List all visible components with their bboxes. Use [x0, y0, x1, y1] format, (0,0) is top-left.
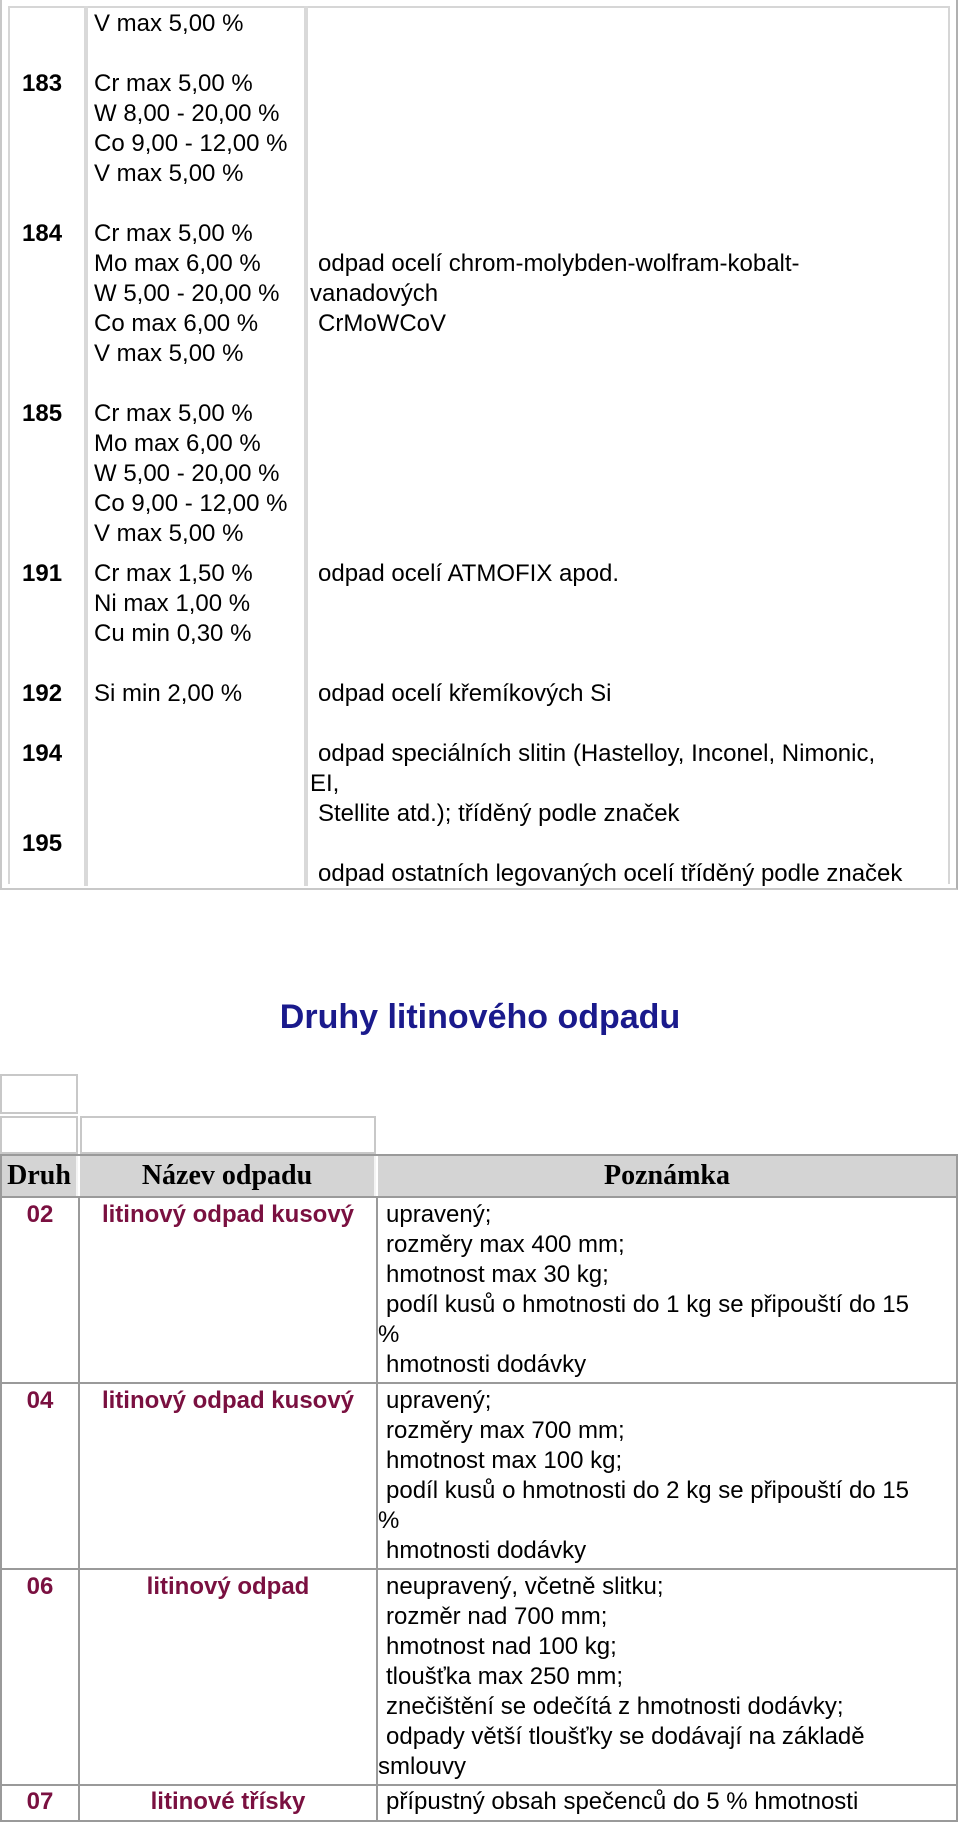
note-line: upravený; [386, 1387, 492, 1414]
druh-code: 04 [26, 1387, 54, 1414]
composition-line: Co 9,00 - 12,00 % [94, 130, 288, 157]
description-line: odpad speciálních slitin (Hastelloy, Inconel, Nimonic, [318, 740, 876, 767]
composition-line: Cu min 0,30 % [94, 620, 252, 647]
composition-line: Cr max 5,00 % [94, 220, 253, 247]
note-cell [378, 1386, 956, 1566]
empty-cell [0, 1116, 78, 1154]
row-divider [2, 1196, 956, 1198]
row-number: 194 [22, 740, 63, 767]
section-title: Druhy litinového odpadu [279, 998, 681, 1036]
row-number: 183 [22, 70, 63, 97]
row-number: 192 [22, 680, 63, 707]
waste-name: litinový odpad kusový [101, 1201, 355, 1228]
composition-line: Cr max 1,50 % [94, 560, 253, 587]
description-line: Stellite atd.); tříděný podle značek [318, 800, 680, 827]
composition-line: Co 9,00 - 12,00 % [94, 490, 288, 517]
composition-line: Cr max 5,00 % [94, 70, 253, 97]
composition-line: Co max 6,00 % [94, 310, 259, 337]
note-line: podíl kusů o hmotnosti do 1 kg se připouští do 15 [386, 1291, 909, 1318]
empty-cell [80, 1116, 376, 1154]
waste-name: litinový odpad kusový [101, 1387, 355, 1414]
druh-code: 06 [26, 1573, 54, 1600]
empty-cell [0, 1074, 78, 1114]
note-line: hmotnost max 30 kg; [386, 1261, 609, 1288]
note-line: tloušťka max 250 mm; [386, 1663, 624, 1690]
composition-line: V max 5,00 % [94, 520, 244, 547]
note-line: přípustný obsah spečenců do 5 % hmotnosti [386, 1788, 859, 1815]
note-cell [386, 1787, 956, 1817]
row-divider [2, 1382, 956, 1384]
note-line: rozměry max 700 mm; [386, 1417, 625, 1444]
composition-line: V max 5,00 % [94, 10, 244, 37]
row-divider [2, 1784, 956, 1786]
note-line: znečištění se odečítá z hmotnosti dodávky; [386, 1693, 844, 1720]
composition-line: W 5,00 - 20,00 % [94, 460, 280, 487]
note-line: smlouvy [378, 1753, 467, 1780]
description-line: odpad ocelí křemíkových Si [318, 680, 612, 707]
cast-iron-waste-table [0, 1154, 958, 1822]
row-number: 184 [22, 220, 63, 247]
row-number: 195 [22, 830, 63, 857]
description-line: vanadových [310, 280, 439, 307]
composition-line: V max 5,00 % [94, 160, 244, 187]
composition-line: Ni max 1,00 % [94, 590, 251, 617]
note-line: % [378, 1507, 400, 1534]
note-cell [378, 1200, 956, 1380]
description-line: odpad ostatních legovaných ocelí tříděný podle značek [318, 860, 903, 887]
note-line: hmotnosti dodávky [386, 1351, 587, 1378]
waste-name: litinový odpad [146, 1573, 310, 1600]
column-divider [304, 6, 308, 886]
column-divider [78, 1196, 80, 1820]
header-druh: Druh [2, 1156, 78, 1196]
note-line: neupravený, včetně slitku; [386, 1573, 664, 1600]
note-line: podíl kusů o hmotnosti do 2 kg se připouští do 15 [386, 1477, 909, 1504]
row-divider [2, 1568, 956, 1570]
note-line: % [378, 1321, 400, 1348]
composition-line: W 5,00 - 20,00 % [94, 280, 280, 307]
druh-code: 02 [26, 1201, 54, 1228]
note-line: upravený; [386, 1201, 492, 1228]
header-poznamka: Poznámka [378, 1156, 956, 1196]
note-line: hmotnosti dodávky [386, 1537, 587, 1564]
alloy-steel-table [0, 0, 958, 890]
column-divider [84, 6, 88, 886]
note-line: rozměr nad 700 mm; [386, 1603, 608, 1630]
note-cell [378, 1572, 956, 1782]
composition-line: Si min 2,00 % [94, 680, 243, 707]
row-number: 191 [22, 560, 63, 587]
composition-line: Mo max 6,00 % [94, 430, 261, 457]
composition-line: Mo max 6,00 % [94, 250, 261, 277]
note-line: rozměry max 400 mm; [386, 1231, 625, 1258]
description-line: odpad ocelí ATMOFIX apod. [318, 560, 620, 587]
description-line: CrMoWCoV [318, 310, 447, 337]
composition-line: Cr max 5,00 % [94, 400, 253, 427]
header-nazev: Název odpadu [80, 1156, 376, 1196]
description-line: odpad ocelí chrom-molybden-wolfram-kobalt- [318, 250, 800, 277]
description-line: EI, [310, 770, 340, 797]
note-line: hmotnost nad 100 kg; [386, 1633, 617, 1660]
note-line: odpady větší tloušťky se dodávají na základě [386, 1723, 865, 1750]
druh-code: 07 [26, 1788, 54, 1815]
composition-line: W 8,00 - 20,00 % [94, 100, 280, 127]
composition-line: V max 5,00 % [94, 340, 244, 367]
row-number: 185 [22, 400, 63, 427]
waste-name: litinové třísky [150, 1788, 306, 1815]
note-line: hmotnost max 100 kg; [386, 1447, 623, 1474]
